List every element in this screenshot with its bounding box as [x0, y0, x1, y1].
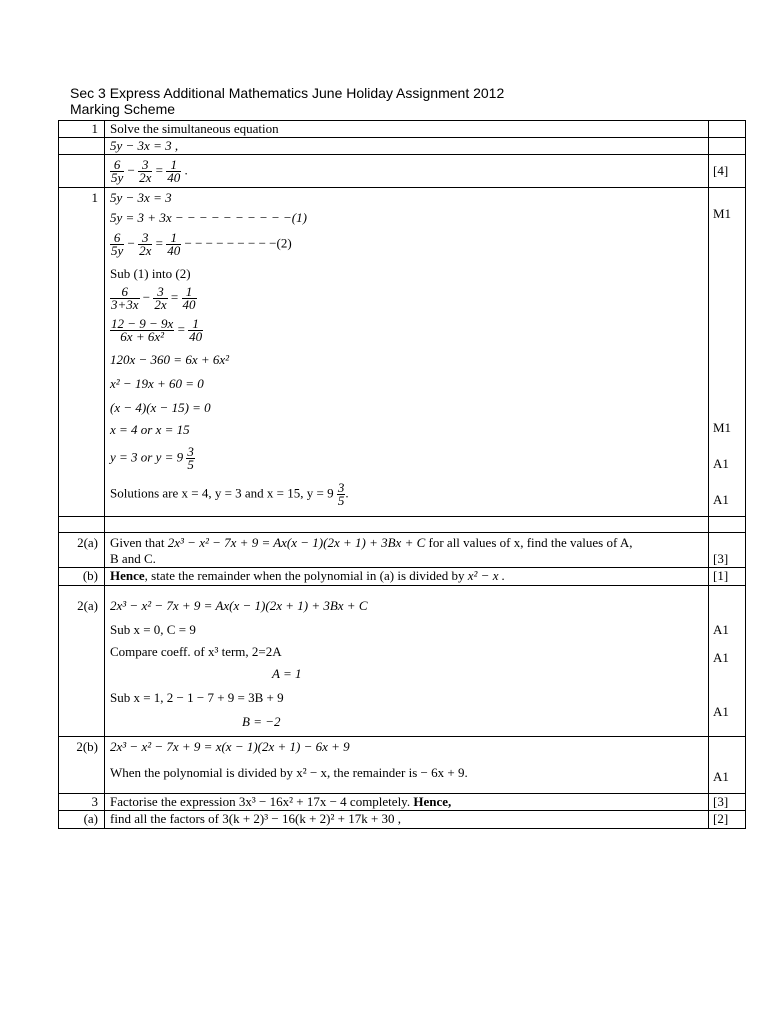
q1-number: 1	[59, 121, 105, 138]
q2a-number: 2(a)	[59, 533, 105, 568]
q2b-prompt: Hence, state the remainder when the polynomial in (a) is divided by x² − x .	[105, 568, 709, 586]
q2b-solution-row	[59, 737, 746, 794]
q1-step: 5y − 3x = 3	[110, 190, 172, 205]
q1-solution-row	[59, 188, 746, 517]
q1-marks: [4]	[709, 155, 746, 188]
q2a-solution-row	[59, 586, 746, 737]
q2a-marks: [3]	[709, 533, 746, 568]
q1-step: x² − 19x + 60 = 0	[110, 376, 204, 391]
document-title: Sec 3 Express Additional Mathematics June Holiday Assignment 2012	[70, 85, 505, 101]
q1-step: 120x − 360 = 6x + 6x²	[110, 352, 230, 367]
q3-number: 3	[59, 794, 105, 811]
q1-step: x = 4 or x = 15	[110, 422, 190, 437]
q1-conclusion: Solutions are x = 4, y = 3 and x = 15, y = 9 $\frac{3}{5}$ .	[110, 480, 349, 508]
q3a-number: (a)	[59, 811, 105, 829]
q1-step: 5y = 3 + 3x − − − − − − − − − −(1)	[110, 210, 307, 225]
q1-eq2-row	[59, 155, 746, 188]
q3-prompt-row	[59, 794, 746, 811]
q2b-solution-number: 2(b)	[59, 737, 105, 794]
q1-eq2: $\frac{6}{5y}$ − $\frac{3}{2x}$ = $\frac{1}{40}$ .	[105, 155, 709, 188]
q1-step: $\frac{6}{5y}$ − $\frac{3}{2x}$ = $\frac{1}{40}$ − − − − − − − − −(2)	[111, 230, 292, 258]
q1-prompt-row	[59, 121, 746, 138]
q1-solution-number: 1	[59, 188, 105, 517]
q1-step: y = 3 or y = 9 $\frac{3}{5}$	[110, 444, 194, 472]
q2a-prompt-row	[59, 533, 746, 568]
q3a-prompt-row	[59, 811, 746, 829]
q1-step: $\frac{12 - 9 - 9x}{\text{6x + 6x²}}$ = $\frac{1}{40}$	[111, 316, 203, 344]
q2a-prompt: Given that 2x³ − x² − 7x + 9 = Ax(x − 1)(2x + 1) + 3Bx + C for all values of x, find the values of A, B and C.	[105, 533, 709, 568]
q1-prompt: Solve the simultaneous equation	[105, 121, 709, 138]
q2b-solution-marks: A1	[709, 737, 746, 794]
q2b-prompt-row	[59, 568, 746, 586]
q3-prompt: Factorise the expression 3x³ − 16x² + 17x − 4 completely. Hence,	[105, 794, 709, 811]
q2b-number: (b)	[59, 568, 105, 586]
q3a-prompt: find all the factors of 3(k + 2)³ − 16(k + 2)² + 17k + 30 ,	[105, 811, 709, 829]
marking-scheme-table	[58, 120, 746, 829]
q3a-marks: [2]	[709, 811, 746, 829]
q1-solution-marks: M1 M1 A1 A1	[709, 188, 746, 517]
document-header	[70, 85, 504, 117]
q2a-solution-marks: A1 A1 A1	[709, 586, 746, 737]
q1-step: (x − 4)(x − 15) = 0	[110, 400, 211, 415]
q1-solution	[105, 188, 709, 517]
document-subtitle: Marking Scheme	[70, 101, 176, 117]
q2a-solution: 2x³ − x² − 7x + 9 = Ax(x − 1)(2x + 1) + 3Bx + C Sub x = 0, C = 9 Compare coeff. of x³ term, 2=2A A = 1 Sub x = 1, 2 − 1 − 7 + 9 = 3B + 9 B = −2	[105, 586, 709, 737]
q2b-marks: [1]	[709, 568, 746, 586]
q1-eq1-row	[59, 138, 746, 155]
q2b-solution: 2x³ − x² − 7x + 9 = x(x − 1)(2x + 1) − 6x + 9 When the polynomial is divided by x² − x, the remainder is − 6x + 9.	[105, 737, 709, 794]
q3-marks: [3]	[709, 794, 746, 811]
q1-step: $\frac{6}{3+3x}$ − $\frac{3}{2x}$ = $\frac{1}{40}$	[111, 284, 196, 312]
q2a-solution-number: 2(a)	[59, 586, 105, 737]
q1-eq1: 5y − 3x = 3 ,	[105, 138, 709, 155]
q1-sub-step: Sub (1) into (2)	[110, 266, 191, 281]
